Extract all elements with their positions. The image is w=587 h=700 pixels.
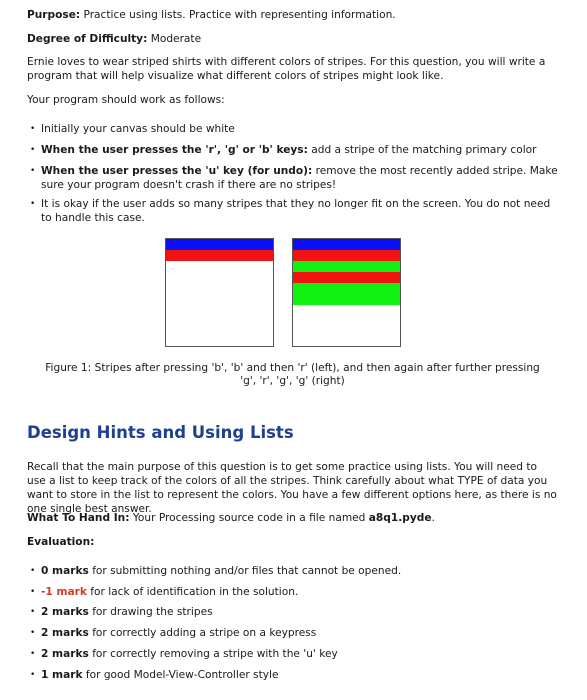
stripe-green xyxy=(293,294,400,305)
evaluation-label: Evaluation: xyxy=(27,536,95,548)
evaluation-text: for good Model-View-Controller style xyxy=(82,669,279,681)
stripe-green xyxy=(293,261,400,272)
evaluation-marks: 1 mark xyxy=(41,669,83,681)
hand-in-end: . xyxy=(431,512,435,524)
evaluation-text: for correctly adding a stripe on a keypress xyxy=(88,627,317,639)
stripe-blue xyxy=(293,239,400,250)
section-heading: Design Hints and Using Lists xyxy=(27,423,294,442)
stripe-green xyxy=(293,283,400,294)
hand-in-text: Your Processing source code in a file named xyxy=(132,512,369,524)
difficulty-line xyxy=(27,32,201,46)
requirement-item xyxy=(41,122,559,136)
purpose-label: Purpose: xyxy=(27,9,81,21)
stripes-canvas-left xyxy=(165,238,274,347)
evaluation-text: for submitting nothing and/or files that cannot be opened. xyxy=(88,565,402,577)
figure-caption-line1: Figure 1: Stripes after pressing 'b', 'b' and then 'r' (left), and then again after further pressing xyxy=(45,362,540,374)
stripe-red xyxy=(293,272,400,283)
requirement-item xyxy=(41,197,559,225)
requirement-item xyxy=(41,143,559,157)
requirement-text: add a stripe of the matching primary color xyxy=(307,144,537,156)
intro-paragraph: Ernie loves to wear striped shirts with different colors of stripes. For this question, you will write a program that will help visualize what different colors of stripes might look like. xyxy=(27,56,546,82)
requirement-text: Initially your canvas should be white xyxy=(41,123,235,135)
evaluation-marks-penalty: -1 mark xyxy=(41,586,87,598)
evaluation-text: for correctly removing a stripe with the 'u' key xyxy=(88,648,338,660)
difficulty-text: Moderate xyxy=(150,33,202,45)
evaluation-marks: 2 marks xyxy=(41,606,89,618)
stripe-blue xyxy=(166,239,273,250)
difficulty-label: Degree of Difficulty: xyxy=(27,33,148,45)
evaluation-item xyxy=(41,564,401,578)
figure-caption-line2: 'g', 'r', 'g', 'g' (right) xyxy=(240,375,345,387)
evaluation-text: for drawing the stripes xyxy=(88,606,213,618)
requirement-item xyxy=(41,164,559,192)
figure-caption xyxy=(40,362,545,388)
requirement-bold: When the user presses the 'u' key (for undo): xyxy=(41,165,313,177)
evaluation-marks: 0 marks xyxy=(41,565,89,577)
requirement-text: It is okay if the user adds so many stripes that they no longer fit on the screen. You do not need to handle this case. xyxy=(41,198,551,224)
evaluation-item xyxy=(41,668,278,682)
evaluation-marks: 2 marks xyxy=(41,627,89,639)
hints-paragraph: Recall that the main purpose of this question is to get some practice using lists. You will need to use a list to keep track of the colors of all the stripes. Think carefully about what TYPE of data you want to store in the list to represent the colors. You have a few different options here, as there is no one single best answer. xyxy=(27,461,557,515)
evaluation-marks: 2 marks xyxy=(41,648,89,660)
hand-in-line xyxy=(27,511,435,525)
requirement-text: remove the most recently added stripe. Make sure your program doesn't crash if there are no stripes! xyxy=(41,165,558,191)
hand-in-label: What To Hand In: xyxy=(27,512,130,524)
stripes-canvas-right xyxy=(292,238,401,347)
works-as-text: Your program should work as follows: xyxy=(27,94,225,106)
evaluation-item xyxy=(41,626,316,640)
evaluation-item xyxy=(41,605,213,619)
stripe-red xyxy=(166,250,273,261)
evaluation-item xyxy=(41,647,338,661)
evaluation-item xyxy=(41,585,298,599)
stripe-red xyxy=(293,250,400,261)
purpose-line xyxy=(27,8,396,22)
requirement-bold: When the user presses the 'r', 'g' or 'b' keys: xyxy=(41,144,308,156)
purpose-text: Practice using lists. Practice with representing information. xyxy=(83,9,396,21)
evaluation-text: for lack of identification in the solution. xyxy=(86,586,299,598)
hand-in-filename: a8q1.pyde xyxy=(368,512,432,524)
